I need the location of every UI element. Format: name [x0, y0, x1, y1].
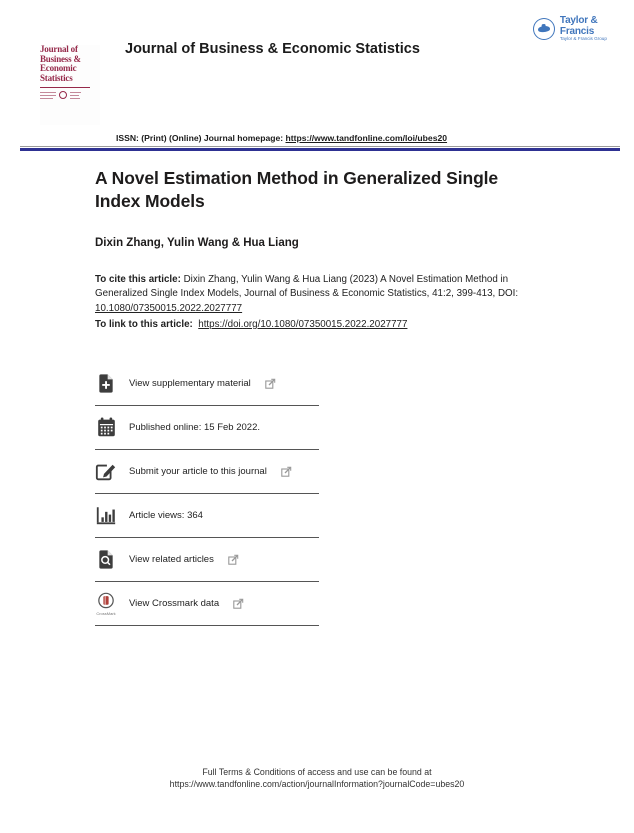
article-authors: Dixin Zhang, Yulin Wang & Hua Liang: [95, 237, 299, 249]
taylor-francis-group: Taylor & Francis Group: [559, 36, 607, 41]
doi-link[interactable]: https://doi.org/10.1080/07350015.2022.2027777: [198, 319, 408, 330]
related-articles-row[interactable]: [95, 538, 319, 582]
journal-cover-thumbnail: [40, 45, 100, 125]
footer-terms: [0, 767, 634, 791]
action-label: View supplementary material: [129, 378, 251, 389]
supplementary-material-icon: [95, 372, 117, 396]
cover-rule: [40, 87, 90, 89]
cover-line: Statistics: [40, 73, 73, 84]
crossmark-icon: [95, 592, 117, 616]
crossmark-row[interactable]: [95, 582, 319, 626]
cover-line: Business &: [40, 53, 81, 64]
citation-block: [95, 273, 553, 316]
footer-line1: Full Terms & Conditions of access and use can be found at: [202, 767, 432, 777]
action-label: Published online: 15 Feb 2022.: [129, 422, 260, 433]
view-supplementary-row[interactable]: [95, 362, 319, 406]
bar-chart-icon: [95, 504, 117, 528]
related-articles-icon: [95, 548, 117, 572]
taylor-francis-name: Taylor & Francis: [559, 15, 598, 37]
taylor-francis-logo: [533, 16, 634, 42]
article-title: A Novel Estimation Method in Generalized Single Index Models: [95, 168, 499, 211]
issn-label: ISSN: (Print) (Online) Journal homepage:: [116, 133, 286, 143]
cover-microprint: [40, 91, 100, 99]
cite-text: Dixin Zhang, Yulin Wang & Hua Liang (2023) A Novel Estimation Method in Generalized Single Index Models, Journal of Business & Economic Statistics, 41:2, 399-413, DOI:: [95, 274, 519, 300]
action-label: Article views: 364: [129, 510, 203, 521]
issn-homepage-line: [116, 133, 447, 143]
article-views-row: [95, 494, 319, 538]
external-link-icon: [281, 466, 292, 477]
journal-homepage-link[interactable]: https://www.tandfonline.com/loi/ubes20: [285, 133, 448, 143]
submit-pencil-icon: [95, 460, 117, 484]
cover-line: Economic: [40, 63, 77, 74]
link-to-article-line: [95, 319, 407, 330]
taylor-francis-logo-icon: [533, 18, 555, 40]
cite-doi-link[interactable]: 10.1080/07350015.2022.2027777: [95, 302, 243, 314]
asa-seal-icon: [59, 91, 67, 99]
submit-article-row[interactable]: [95, 450, 319, 494]
external-link-icon: [233, 598, 244, 609]
external-link-icon: [228, 554, 239, 565]
cover-line: Journal of: [40, 44, 78, 54]
crossmark-caption: CrossMark: [96, 610, 116, 616]
published-online-row: [95, 406, 319, 450]
journal-title-header: Journal of Business & Economic Statistics: [125, 41, 420, 57]
action-list: [95, 362, 319, 626]
link-label: To link to this article:: [95, 319, 193, 330]
header-divider: [20, 146, 620, 151]
action-label: Submit your article to this journal: [129, 466, 267, 477]
action-label: View related articles: [129, 554, 214, 565]
footer-journal-info-link[interactable]: https://www.tandfonline.com/action/journalInformation?journalCode=ubes20: [169, 778, 465, 789]
cite-label: To cite this article:: [95, 274, 181, 285]
action-label: View Crossmark data: [129, 598, 220, 609]
calendar-icon: [95, 416, 117, 440]
external-link-icon: [265, 378, 276, 389]
